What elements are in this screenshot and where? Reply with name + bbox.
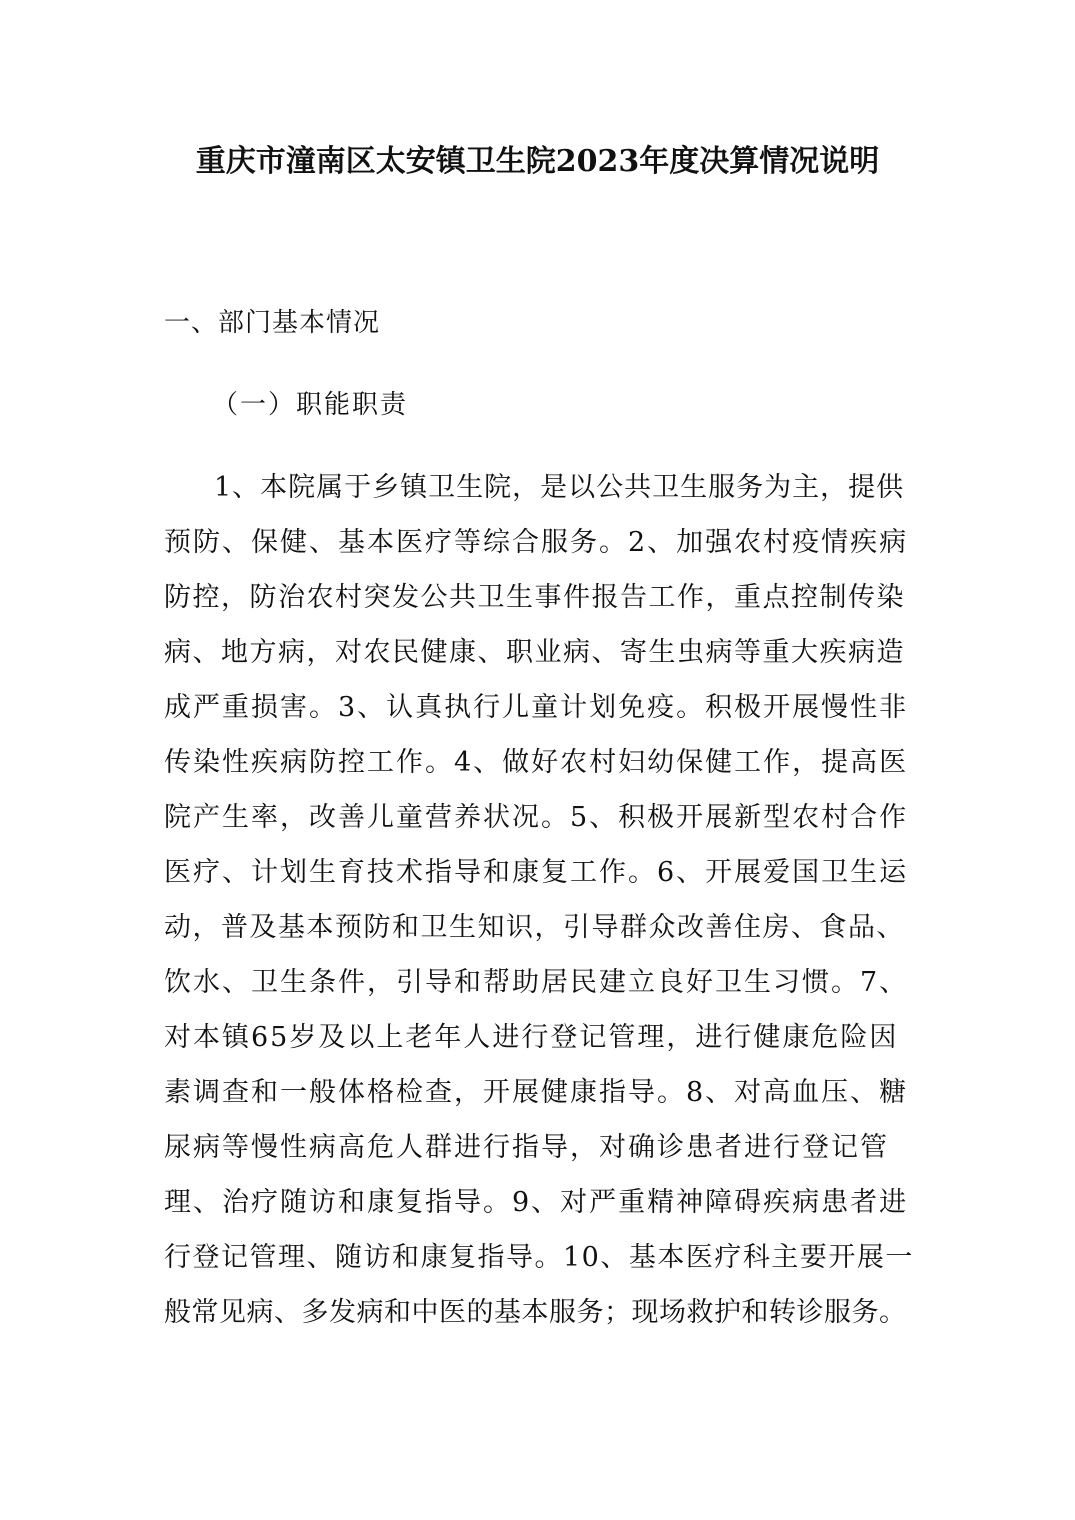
body-line: 预防、保健、基本医疗等综合服务。2、加强农村疫情疾病 (164, 527, 909, 558)
section-heading: 一、部门基本情况 (164, 308, 381, 338)
body-line: 1、本院属于乡镇卫生院，是以公共卫生服务为主，提供 (214, 472, 905, 503)
body-line: 动，普及基本预防和卫生知识，引导群众改善住房、食品、 (164, 912, 905, 943)
body-line: 医疗、计划生育技术指导和康复工作。6、开展爱国卫生运 (164, 857, 909, 888)
subsection-heading: （一）职能职责 (212, 390, 409, 420)
body-line: 行登记管理、随访和康复指导。10、基本医疗科主要开展一 (164, 1242, 914, 1273)
body-line: 院产生率，改善儿童营养状况。5、积极开展新型农村合作 (164, 802, 909, 833)
body-line: 防控，防治农村突发公共卫生事件报告工作，重点控制传染 (164, 582, 905, 613)
body-line: 饮水、卫生条件，引导和帮助居民建立良好卫生习惯。7、 (164, 967, 909, 998)
body-line: 传染性疾病防控工作。4、做好农村妇幼保健工作，提高医 (164, 747, 909, 778)
body-line: 病、地方病，对农民健康、职业病、寄生虫病等重大疾病造 (164, 637, 905, 668)
document-title: 重庆市潼南区太安镇卫生院2023年度决算情况说明 (195, 144, 880, 179)
body-line: 般常见病、多发病和中医的基本服务；现场救护和转诊服务。 (164, 1297, 907, 1328)
body-line: 尿病等慢性病高危人群进行指导，对确诊患者进行登记管 (164, 1132, 889, 1163)
body-line: 理、治疗随访和康复指导。9、对严重精神障碍疾病患者进 (164, 1187, 909, 1218)
body-line: 对本镇65岁及以上老年人进行登记管理，进行健康危险因 (164, 1022, 899, 1053)
body-line: 成严重损害。3、认真执行儿童计划免疫。积极开展慢性非 (164, 692, 909, 723)
body-line: 素调查和一般体格检查，开展健康指导。8、对高血压、糖 (164, 1077, 909, 1108)
